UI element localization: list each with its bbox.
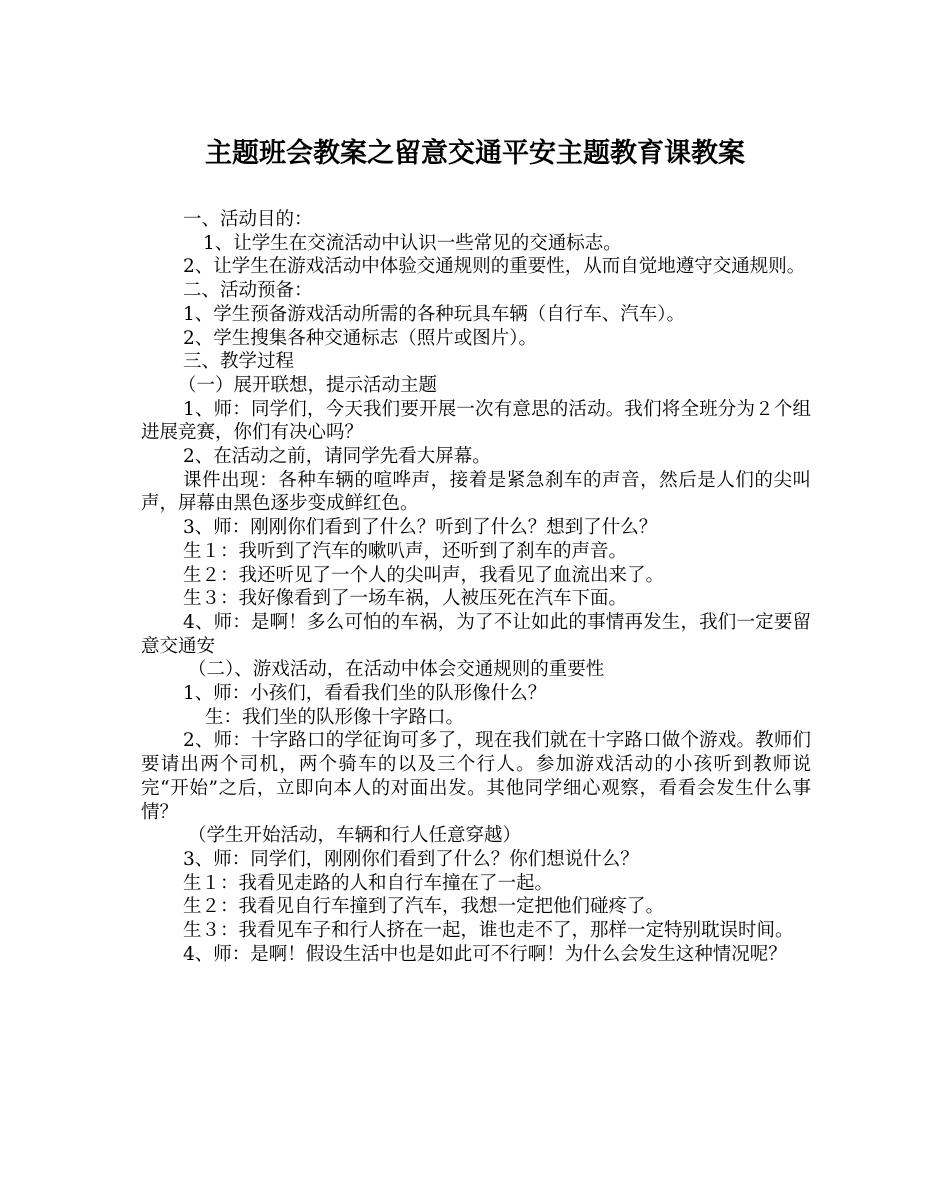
paragraph: 三、教学过程	[183, 351, 295, 373]
paragraph: 二、活动预备：	[183, 280, 313, 302]
paragraph: （学生开始活动，车辆和行人任意穿越）	[188, 825, 522, 847]
document-title: 主题班会教案之留意交通平安主题教育课教案	[205, 138, 745, 169]
document-body	[141, 208, 811, 967]
paragraph: （一）展开联想，提示活动主题	[178, 374, 438, 396]
paragraph: 1、师：小孩们，看看我们坐的队形像什么？	[183, 683, 547, 705]
paragraph: 3、师：同学们，刚刚你们看到了什么？你们想说什么？	[183, 848, 639, 870]
paragraph: 生３：我好像看到了一场车祸，人被压死在汽车下面。	[183, 588, 628, 610]
paragraph: 3、师：刚刚你们看到了什么？听到了什么？想到了什么？	[183, 517, 658, 539]
paragraph: 2、让学生在游戏活动中体验交通规则的重要性，从而自觉地遵守交通规则。	[183, 256, 806, 278]
paragraph: 1、师：同学们，今天我们要开展一次有意思的活动。我们将全班分为２个组进展竞赛，你们有决心吗？	[141, 398, 811, 444]
paragraph: 生３：我看见车子和行人挤在一起，谁也走不了，那样一定特别耽误时间。	[183, 920, 794, 942]
paragraph: 课件出现：各种车辆的喧哗声，接着是紧急刹车的声音，然后是人们的尖叫声，屏幕由黑色逐步变成鲜红色。	[141, 469, 811, 515]
paragraph: 生１：我听到了汽车的嗽叭声，还听到了刹车的声音。	[183, 540, 628, 562]
paragraph: 一、活动目的：	[183, 209, 313, 230]
paragraph: 2、在活动之前，请同学先看大屏幕。	[183, 446, 491, 468]
paragraph: 1、让学生在交流活动中认识一些常见的交通标志。	[203, 232, 622, 254]
paragraph: 生２：我还听见了一个人的尖叫声，我看见了血流出来了。	[183, 564, 665, 586]
paragraph: 1、学生预备游戏活动所需的各种玩具车辆（自行车、汽车）。	[183, 303, 686, 325]
paragraph: 2、学生搜集各种交通标志（照片或图片）。	[183, 327, 538, 349]
paragraph: 生２：我看见自行车撞到了汽车，我想一定把他们碰疼了。	[183, 896, 665, 918]
paragraph: 生１：我看见走路的人和自行车撞在了一起。	[183, 872, 554, 894]
paragraph: 4、师：是啊！假设生活中也是如此可不行啊！为什么会发生这种情况呢？	[183, 943, 787, 965]
paragraph: 4、师：是啊！多么可怕的车祸，为了不让如此的事情再发生，我们一定要留意交通安	[141, 611, 811, 657]
paragraph: 生：我们坐的队形像十字路口。	[205, 706, 465, 728]
paragraph: 2、师：十字路口的学征询可多了，现在我们就在十字路口做个游戏。教师们要请出两个司机，两个骑车的以及三个行人。参加游戏活动的小孩听到教师说完“开始”之后，立即向本人的对面出发。其他同学细心观察，看看会发生什么事情？	[141, 730, 811, 823]
paragraph: （二）、游戏活动，在活动中体会交通规则的重要性	[188, 659, 605, 681]
